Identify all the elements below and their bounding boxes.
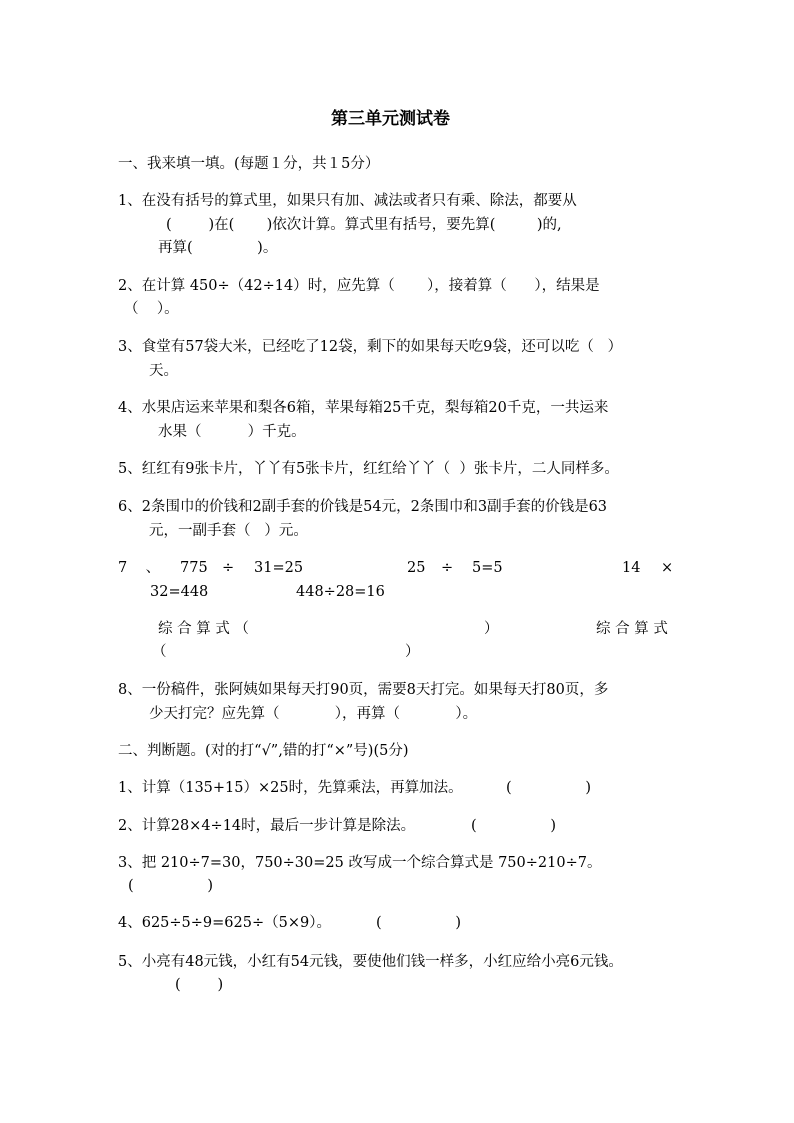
q7-b1: 25 xyxy=(407,560,426,576)
q7-times: × xyxy=(661,560,674,576)
page-title: 第三单元测试卷 xyxy=(331,109,450,129)
q1-line3: 再算( )。 xyxy=(158,240,278,256)
q7-number: 7 、 xyxy=(118,560,161,576)
judge4-blank: ( ) xyxy=(376,915,462,931)
q2-line1: 2、在计算 450÷（42÷14）时，应先算（ ），接着算（ ），结果是 xyxy=(118,278,600,294)
judge5-blank: ( ) xyxy=(175,977,224,993)
judge1-blank: ( ) xyxy=(506,780,592,796)
judge5: 5、小亮有48元钱，小红有54元钱，要使他们钱一样多，小红应给小亮6元钱。 xyxy=(118,954,623,970)
q7-div1: ÷ xyxy=(222,560,235,576)
q8-line2: 少天打完？应先算（ ），再算（ ）。 xyxy=(149,706,478,722)
judge1: 1、计算（135+15）×25时，先算乘法，再算加法。 xyxy=(118,780,463,796)
q4-line1: 4、水果店运来苹果和梨各6箱，苹果每箱25千克，梨每箱20千克，一共运来 xyxy=(118,400,609,416)
q8-line1: 8、一份稿件，张阿姨如果每天打90页，需要8天打完。如果每天打80页，多 xyxy=(118,682,609,698)
q7-a2: 31=25 xyxy=(254,560,304,576)
q7-close2: ） xyxy=(405,644,420,660)
section1-heading: 一、我来填一填。(每题１分，共１5分） xyxy=(118,156,380,172)
judge2-blank: ( ) xyxy=(471,818,557,834)
judge2: 2、计算28×4÷14时，最后一步计算是除法。 xyxy=(118,818,416,834)
q7-combo2: 综 合 算 式 xyxy=(596,621,668,637)
q3-line1: 3、食堂有57袋大米，已经吃了12袋，剩下的如果每天吃9袋，还可以吃（ ） xyxy=(118,339,623,355)
judge4: 4、625÷5÷9=625÷（5×9）。 xyxy=(118,915,331,931)
q4-line2: 水果（ ）千克。 xyxy=(158,424,306,440)
q1-line2: ( )在( )依次计算。算式里有括号，要先算( )的, xyxy=(166,217,562,233)
q7-c1: 14 xyxy=(622,560,641,576)
q7-b2: 5=5 xyxy=(472,560,503,576)
q5-line1: 5、红红有9张卡片，丫丫有5张卡片，红红给丫丫（ ）张卡片，二人同样多。 xyxy=(118,461,619,477)
judge3-blank: ( ) xyxy=(128,878,214,894)
q7-combo1: 综 合 算 式 （ xyxy=(158,621,249,637)
q7-line2b: 448÷28=16 xyxy=(296,584,385,600)
q6-line1: 6、2条围巾的价钱和2副手套的价钱是54元，2条围巾和3副手套的价钱是63 xyxy=(118,499,608,515)
q1-line1: 1、在没有括号的算式里，如果只有加、减法或者只有乘、除法，都要从 xyxy=(118,193,577,209)
q7-close1: ） xyxy=(484,621,499,637)
q7-a1: 775 xyxy=(180,560,208,576)
q3-line2: 天。 xyxy=(149,363,178,379)
q7-open2: （ xyxy=(152,644,167,660)
q7-div2: ÷ xyxy=(441,560,454,576)
q2-line2: （ ）。 xyxy=(124,301,179,317)
judge3: 3、把 210÷7=30，750÷30=25 改写成一个综合算式是 750÷210÷7。 xyxy=(118,855,602,871)
q6-line2: 元，一副手套（ ）元。 xyxy=(149,523,308,539)
section2-heading: 二、判断题。(对的打“√”,错的打“×”号)(5分) xyxy=(118,743,409,759)
q7-line2a: 32=448 xyxy=(150,584,209,600)
